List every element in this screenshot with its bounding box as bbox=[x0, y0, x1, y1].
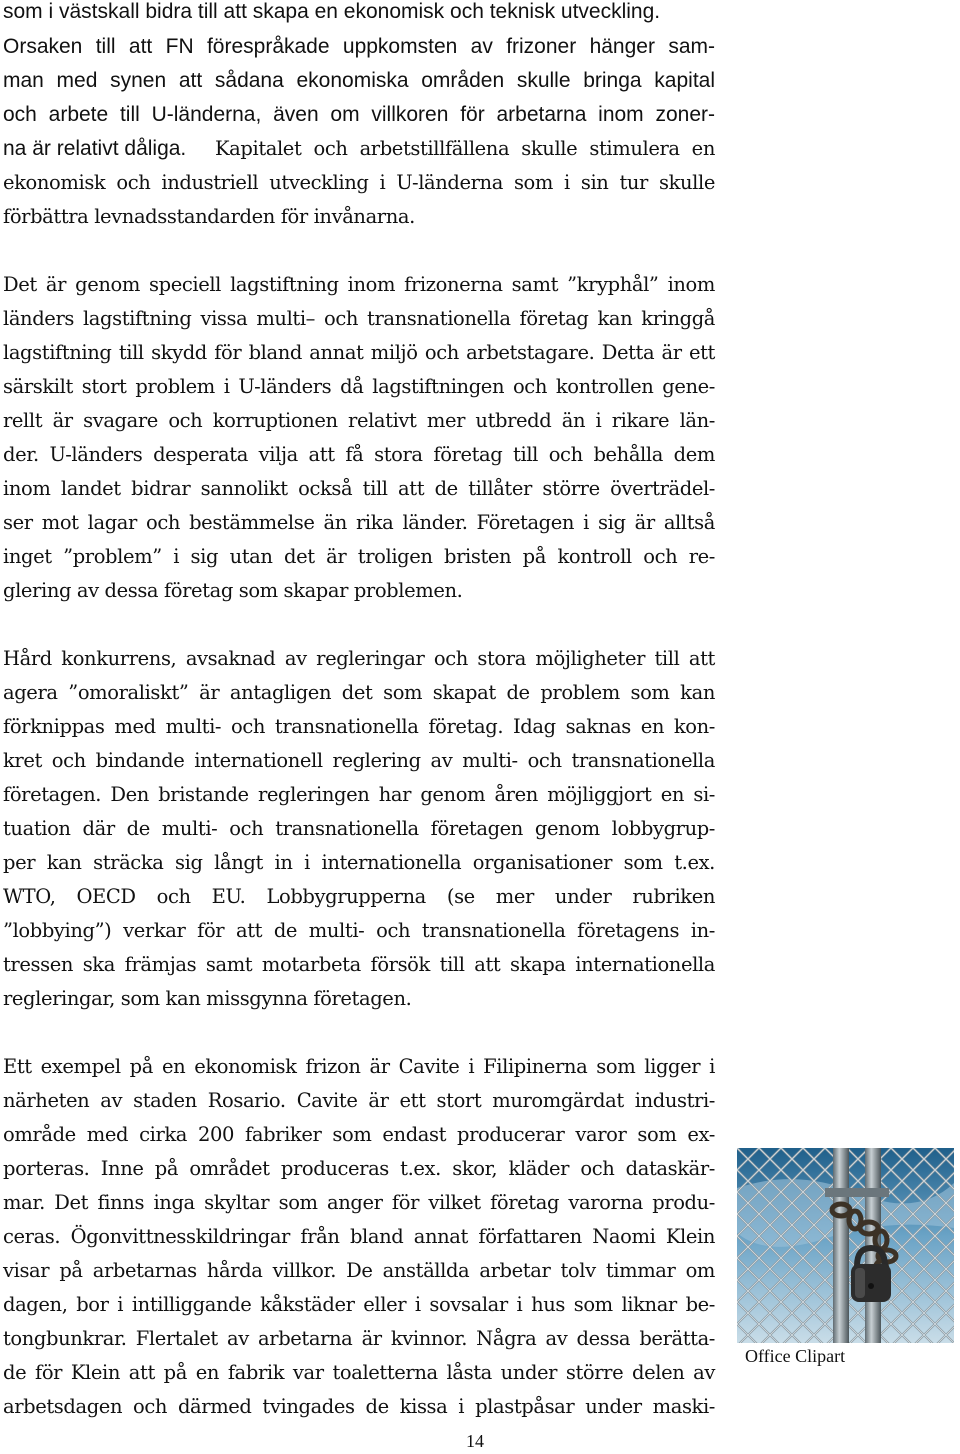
text-line: särskilt stort problem i U-länders då lagstiftningen och kontrollen gene- bbox=[3, 375, 715, 398]
page-number: 14 bbox=[466, 1431, 484, 1451]
text-line: förbättra levnadsstandarden för invånarna. bbox=[3, 205, 415, 228]
text-line bbox=[3, 132, 215, 166]
text-line: inom landet bidrar sannolikt också till att de tillåter större överträdel- bbox=[3, 477, 715, 500]
text-line: närheten av staden Rosario. Cavite är ett stort muromgärdat industri- bbox=[3, 1089, 715, 1112]
text-line: man med synen att sådana ekonomiska områden skulle bringa kapital bbox=[3, 69, 715, 92]
text-line: ekonomisk och industriell utveckling i U-länderna som i sin tur skulle bbox=[3, 171, 715, 194]
text-line: förknippas med multi- och transnationella företag. Idag saknas en kon- bbox=[3, 715, 715, 738]
text-line: der. U-länders desperata vilja att få stora företag till och behålla dem bbox=[3, 443, 715, 466]
text-line: dagen, bor i intilliggande kåkstäder eller i sovsalar i hus som liknar be- bbox=[3, 1293, 715, 1316]
text-line: WTO, OECD och EU. Lobbygrupperna (se mer under rubriken bbox=[3, 885, 715, 908]
text-line: visar på arbetarnas hårda villkor. De anställda arbetar tolv timmar om bbox=[3, 1259, 715, 1282]
text-line: ceras. Ögonvittnesskildringar från bland annat författaren Naomi Klein bbox=[3, 1225, 715, 1248]
clipart-image bbox=[737, 1148, 954, 1343]
text-line: Hård konkurrens, avsaknad av regleringar och stora möjligheter till att bbox=[3, 647, 715, 670]
text-line: tuation där de multi- och transnationella företagen genom lobbygrup- bbox=[3, 817, 715, 840]
text-line: per kan sträcka sig långt in i internationella organisationer som t.ex. bbox=[3, 851, 715, 874]
text-span: na är relativt dåliga. bbox=[3, 137, 187, 160]
text-line: Kapitalet och arbetstillfällena skulle stimulera en bbox=[215, 137, 715, 160]
text-line: lagstiftning till skydd för bland annat miljö och arbetstagare. Detta är ett bbox=[3, 341, 715, 364]
text-line: tressen ska främjas samt motarbeta försök till att skapa internationella bbox=[3, 953, 715, 976]
padlock-chain-fence-icon bbox=[737, 1148, 954, 1343]
text-line: tongbunkrar. Flertalet av arbetarna är kvinnor. Några av dessa berätta- bbox=[3, 1327, 715, 1350]
text-line: regleringar, som kan missgynna företagen. bbox=[3, 987, 412, 1010]
text-line: kret och bindande internationell reglering av multi- och transnationella bbox=[3, 749, 715, 772]
text-line: mar. Det finns inga skyltar som anger för vilket företag varorna produ- bbox=[3, 1191, 715, 1214]
figure-caption: Office Clipart bbox=[745, 1346, 846, 1366]
text-line: och arbete till U-länderna, även om villkoren för arbetarna inom zoner- bbox=[3, 103, 715, 126]
text-line: porteras. Inne på området produceras t.ex. skor, kläder och dataskär- bbox=[3, 1157, 715, 1180]
text-line: rellt är svagare och korruptionen relativt mer utbredd än i rikare län- bbox=[3, 409, 715, 432]
text-line: de för Klein att på en fabrik var toaletterna låsta under större delen av bbox=[3, 1361, 715, 1384]
text-line: ser mot lagar och bestämmelse än rika länder. Företagen i sig är alltså bbox=[3, 511, 715, 534]
text-line: agera ”omoraliskt” är antagligen det som skapat de problem som kan bbox=[3, 681, 715, 704]
text-line: som i västskall bidra till att skapa en ekonomisk och teknisk utveckling. bbox=[3, 0, 661, 23]
text-line: arbetsdagen och därmed tvingades de kissa i plastpåsar under maski- bbox=[3, 1395, 715, 1418]
text-line: länders lagstiftning vissa multi– och transnationella företag kan kringgå bbox=[3, 307, 715, 330]
text-line: område med cirka 200 fabriker som endast producerar varor som ex- bbox=[3, 1123, 715, 1146]
text-line: glering av dessa företag som skapar problemen. bbox=[3, 579, 463, 602]
text-line: Ett exempel på en ekonomisk frizon är Cavite i Filipinerna som ligger i bbox=[3, 1055, 715, 1078]
text-line: ”lobbying”) verkar för att de multi- och transnationella företagens in- bbox=[3, 919, 715, 942]
text-line: Det är genom speciell lagstiftning inom frizonerna samt ”kryphål” inom bbox=[3, 273, 715, 296]
text-line: inget ”problem” i sig utan det är troligen bristen på kontroll och re- bbox=[3, 545, 715, 568]
text-line: företagen. Den bristande regleringen har genom åren möjliggjort en si- bbox=[3, 783, 715, 806]
text-line: Orsaken till att FN förespråkade uppkomsten av frizoner hänger sam- bbox=[3, 35, 715, 58]
